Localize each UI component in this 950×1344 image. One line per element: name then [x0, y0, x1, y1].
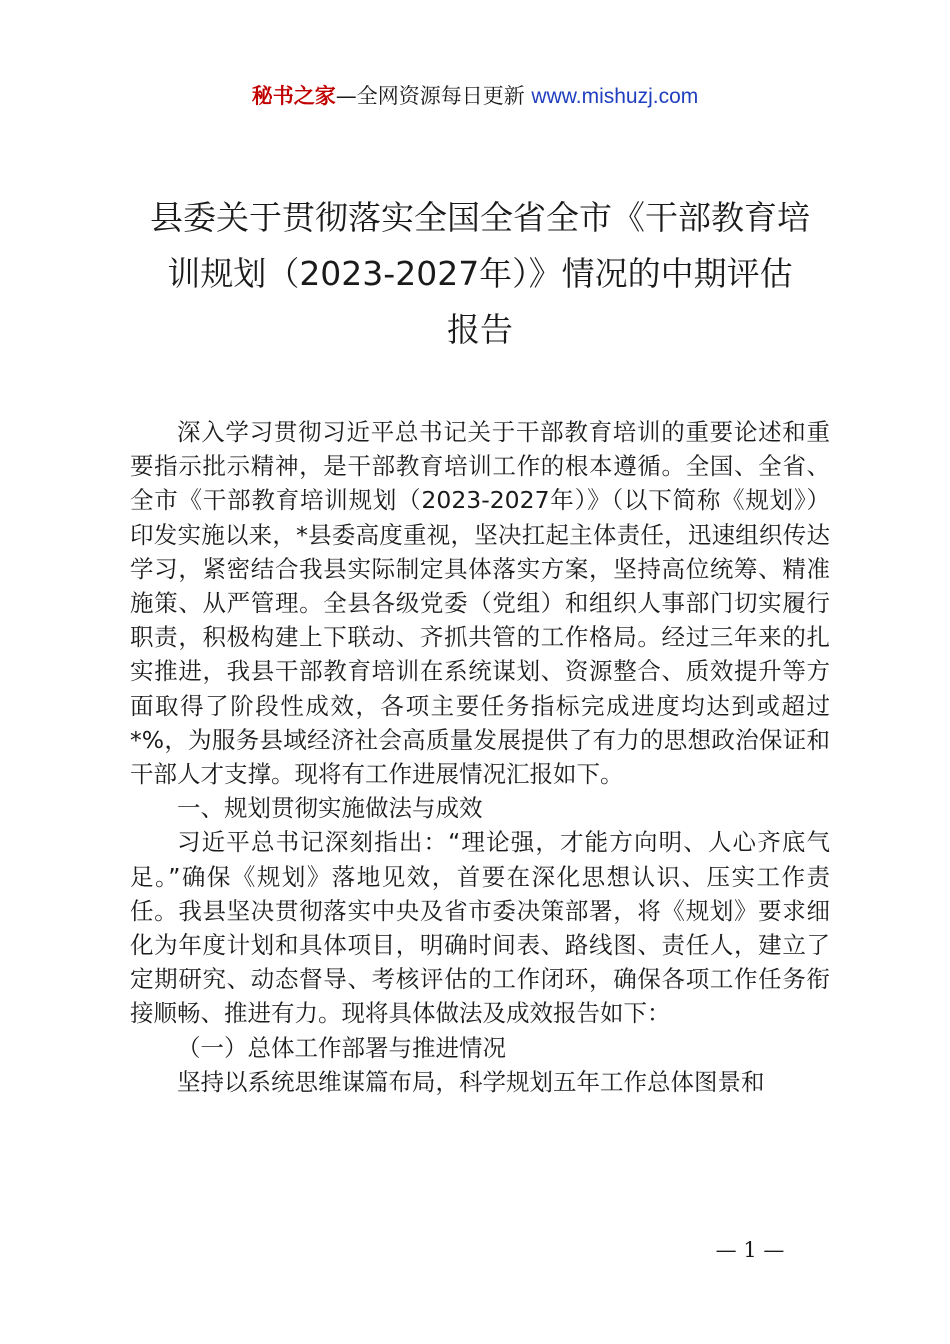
page-number: — 1 — — [715, 1238, 785, 1262]
site-url-link[interactable]: www.mishuzj.com — [531, 85, 699, 108]
site-brand: 秘书之家 — [251, 84, 336, 108]
site-header-banner — [0, 80, 950, 113]
section-heading-1: 一、规划贯彻实施做法与成效 — [177, 794, 483, 823]
document-body — [130, 415, 830, 1099]
title-line-2: 训规划（2023-2027年）》情况的中期评估 — [167, 254, 793, 293]
document-title — [120, 190, 840, 358]
title-line-3: 报告 — [447, 310, 513, 349]
subsection-heading-1: （一）总体工作部署与推进情况 — [177, 1033, 506, 1062]
body-paragraph-section-1: 习近平总书记深刻指出：“理论强，才能方向明、人心齐底气足。”确保《规划》落地见效，首要在深化思想认识、压实工作责任。我县坚决贯彻落实中央及省市委决策部署，将《规划》要求细化为年度计划和具体项目，明确时间表、路线图、责任人，建立了定期研究、动态督导、考核评估的工作闭环，确保各项工作任务衔接顺畅、推进有力。现将具体做法及成效报告如下： — [130, 828, 830, 1028]
title-line-1: 县委关于贯彻落实全国全省全市《干部教育培 — [150, 198, 810, 237]
body-paragraph-intro: 深入学习贯彻习近平总书记关于干部教育培训的重要论述和重要指示批示精神，是干部教育培训工作的根本遵循。全国、全省、全市《干部教育培训规划（2023-2027年）》（以下简称《规划》）印发实施以来，*县委高度重视，坚决扛起主体责任，迅速组织传达学习，紧密结合我县实际制定具体落实方案，坚持高位统筹、精准施策、从严管理。全县各级党委（党组）和组织人事部门切实履行职责，积极构建上下联动、齐抓共管的工作格局。经过三年来的扎实推进，我县干部教育培训在系统谋划、资源整合、质效提升等方面取得了阶段性成效，各项主要任务指标完成进度均达到或超过*%，为服务县域经济社会高质量发展提供了有力的思想政治保证和干部人才支撑。现将有工作进展情况汇报如下。 — [130, 418, 830, 789]
site-tagline: —全网资源每日更新 — [335, 84, 532, 108]
body-paragraph-subsection-1: 坚持以系统思维谋篇布局，科学规划五年工作总体图景和 — [177, 1067, 765, 1096]
